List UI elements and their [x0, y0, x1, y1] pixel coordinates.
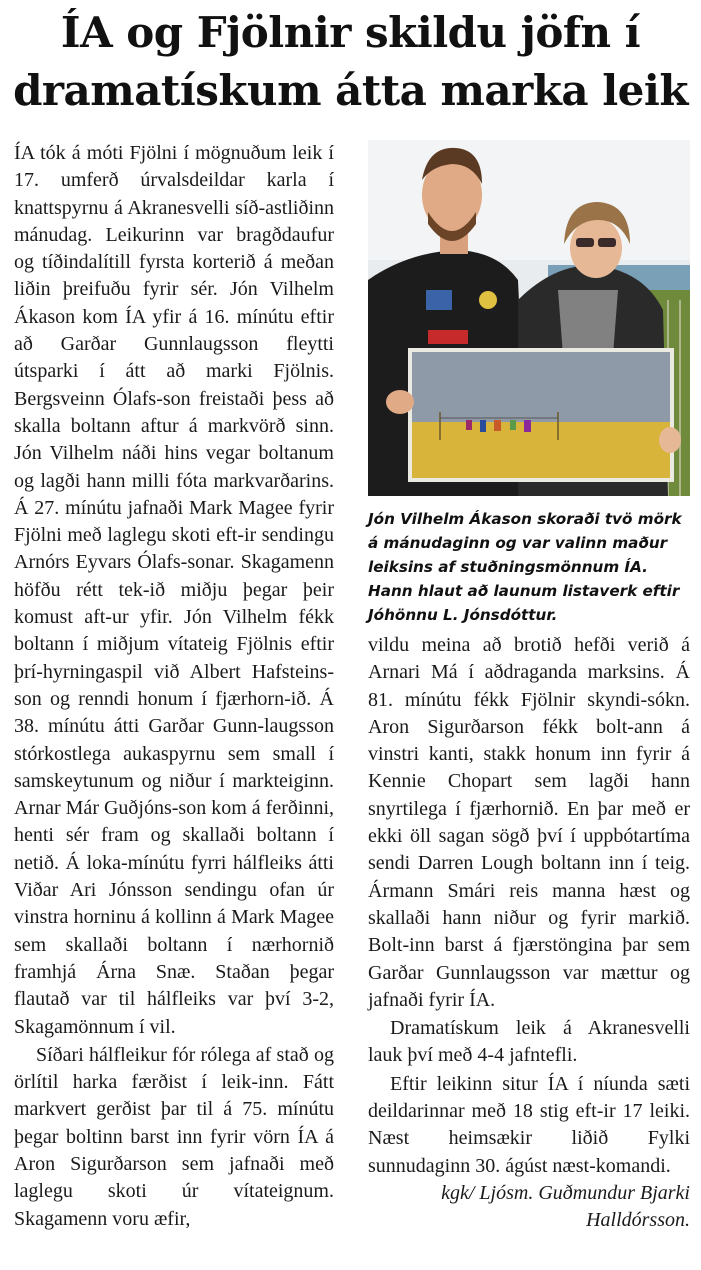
headline-line-2: dramatískum átta marka leik: [13, 66, 688, 115]
article-paragraph: vildu meina að brotið hefði verið á Arnari Má í aðdraganda marksins. Á 81. mínútu fékk Fjölnir skyndi-sókn. Aron Sigurðarson fékk bolt-ann á vinstri kanti, stakk honum inn fyrir á Kennie Chopart sem lagði hann snyrtilega í fjærhornið. En þar með er ekki öll sagan sögð því í uppbótartíma sendi Darren Lough boltann inn í teig. Ármann Smári reis manna hæst og skallaði hann niður og fyrir markið. Bolt-inn barst á fjærstöngina þar sem Garðar Gunnlaugsson var mættur og jafnaði fyrir ÍA.: [368, 634, 690, 1011]
headline-line-1: ÍA og Fjölnir skildu jöfn í: [60, 8, 641, 57]
photo-credit-byline: kgk/ Ljósm. Guðmundur Bjarki Halldórsson.: [441, 1181, 690, 1232]
photo-illustration: [368, 140, 690, 496]
article-photo: [368, 140, 690, 496]
article-paragraph: Dramatískum leik á Akranesvelli lauk því með 4-4 jafntefli.: [368, 1017, 690, 1067]
article-column-right: [368, 632, 690, 1235]
article-column-left: [14, 140, 334, 1233]
photo-caption: Jón Vilhelm Ákason skoraði tvö mörk á mánudaginn og var valinn maður leiksins af stuðningsmönnum ÍA. Hann hlaut að launum listaverk eftir Jóhönnu L. Jónsdóttur.: [368, 510, 682, 624]
article-paragraph: Eftir leikinn situr ÍA í níunda sæti deildarinnar með 18 stig eft-ir 17 leiki. Næst heimsækir liðið Fylki sunnudaginn 30. ágúst næst-komandi.: [368, 1072, 690, 1177]
headline: [8, 4, 693, 120]
article-paragraph: Síðari hálfleikur fór rólega af stað og örlítil harka færðist í leik-inn. Fátt markvert gerðist þar til á 75. mínútu þegar boltinn barst inn fyrir vörn ÍA á Aron Sigurðarson sem jafnaði með laglegu skoti úr vítateignum. Skagamenn voru æfir,: [14, 1043, 334, 1230]
article-paragraph: ÍA tók á móti Fjölni í mögnuðum leik í 17. umferð úrvalsdeildar karla í knattspyrnu á Akranesvelli síð-astliðinn mánudag. Leikurinn var bragðdaufur og tíðindalítill fyrsta korterið á meðan liðin þreifuðu fyrir sér. Jón Vilhelm Ákason kom ÍA yfir á 16. mínútu eftir að Garðar Gunnlaugsson fleytti útsparki í átt að marki Fjölnis. Bergsveinn Ólafs-son freistaði þess að skalla boltann aftur á markvörð sinn. Jón Vilhelm náði hins vegar boltanum og lagði hann milli fóta markvarðarins. Á 27. mínútu jafnaði Mark Magee fyrir Fjölni með laglegu skoti eft-ir sendingu Arnórs Eyvars Ólafs-sonar. Skagamenn höfðu rétt tek-ið miðju þegar þeir komust aft-ur yfir. Jón Vilhelm fékk boltann í miðjum vítateig Fjölnis eftir þrí-hyrningaspil við Albert Hafsteins-son og renndi honum í fjærhorn-ið. Á 38. mínútu átti Garðar Gunn-laugsson stórkostlega aukaspyrnu sem small í samskeytunum og niður í markteiginn. Arnar Már Guðjóns-son kom á ferðinni, henti sér fram og skallaði boltann í netið. Á loka-mínútu fyrri hálfleiks átti Viðar Ari Jónsson sendingu ofan úr vinstra horninu á kollinn á Mark Magee sem skallaði boltann í nærhornið framhjá Árna Snæ. Staðan þegar flautað var til hálfleiks var því 3-2, Skagamönnum í vil.: [14, 142, 334, 1038]
